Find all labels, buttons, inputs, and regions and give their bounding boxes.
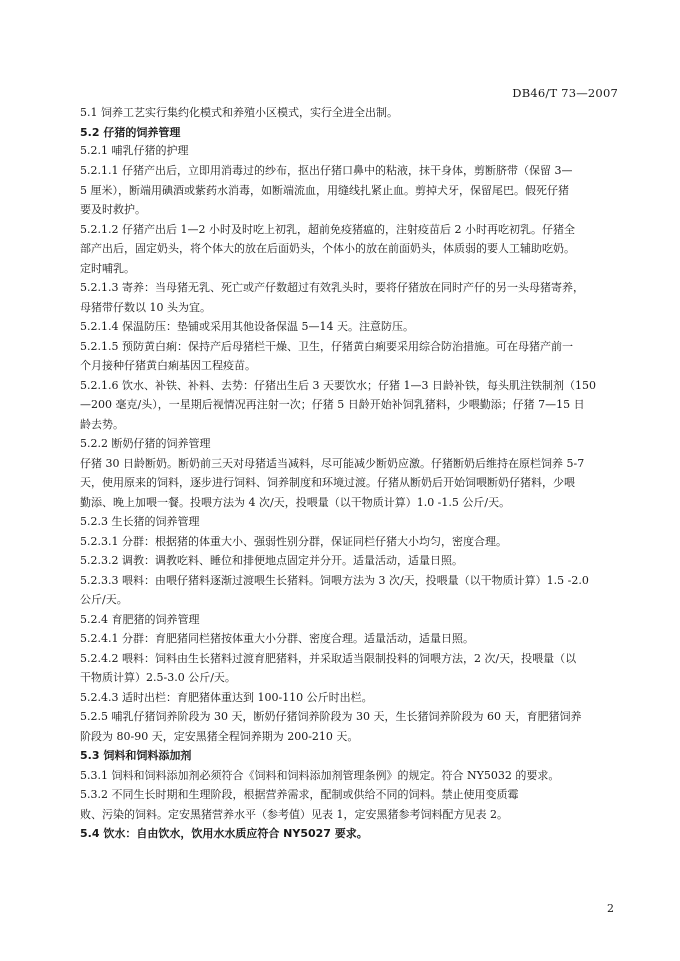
text-line: 5.2.4.3 适时出栏：育肥猪体重达到 100-110 公斤时出栏。	[80, 691, 373, 704]
text-line: 5.3.1 饲料和饲料添加剂必须符合《饲料和饲料添加剂管理条例》的规定。符合 NY5032 的要求。	[80, 769, 560, 782]
text-line: 5.2.3.1 分群：根据猪的体重大小、强弱性别分群，保证同栏仔猪大小均匀，密度合理。	[80, 535, 507, 548]
section-heading: 5.4 饮水：自由饮水，饮用水水质应符合 NY5027 要求。	[80, 827, 368, 840]
text-line: 5.2.1.6 饮水、补铁、补料、去势：仔猪出生后 3 天要饮水；仔猪 1—3 日龄补铁，每头肌注铁制剂（150	[80, 379, 596, 392]
text-line: 母猪带仔数以 10 头为宜。	[80, 301, 211, 314]
text-line: 仔猪 30 日龄断奶。断奶前三天对母猪适当减料，尽可能减少断奶应激。仔猪断奶后维持在原栏饲养 5-7	[80, 457, 585, 470]
text-line: 龄去势。	[80, 418, 124, 431]
text-line: 5.3.2 不同生长时期和生理阶段，根据营养需求，配制或供给不同的饲料。禁止使用变质霉	[80, 788, 519, 801]
text-line: 5.2.1.3 寄养：当母猪无乳、死亡或产仔数超过有效乳头时，要将仔猪放在同时产仔的另一头母猪寄养，	[80, 281, 584, 294]
text-line: 5.2.5 哺乳仔猪饲养阶段为 30 天，断奶仔猪饲养阶段为 30 天，生长猪饲养阶段为 60 天，育肥猪饲养	[80, 710, 582, 723]
section-heading: 5.2 仔猪的饲养管理	[80, 126, 181, 139]
text-line: 个月接种仔猪黄白痢基因工程疫苗。	[80, 359, 256, 372]
text-line: 5.2.1.1 仔猪产出后，立即用消毒过的纱布，抠出仔猪口鼻中的粘液，抹干身体，剪断脐带（保留 3—	[80, 164, 573, 177]
text-line: 5.2.1.4 保温防压：垫铺或采用其他设备保温 5—14 天。注意防压。	[80, 320, 414, 333]
subsection-heading: 5.2.4 育肥猪的饲养管理	[80, 613, 200, 626]
doc-number-header: DB46/T 73—2007	[512, 86, 618, 100]
text-line: 定时哺乳。	[80, 262, 135, 275]
text-line: 5.1 饲养工艺实行集约化模式和养殖小区模式，实行全进全出制。	[80, 106, 398, 119]
text-line: 天，使用原来的饲料，逐步进行饲料、饲养制度和环境过渡。仔猪从断奶后开始饲喂断奶仔猪料，少喂	[80, 476, 575, 489]
text-line: 勤添、晚上加喂一餐。投喂方法为 4 次/天，投喂量（以干物质计算）1.0 -1.5 公斤/天。	[80, 496, 511, 509]
subsection-heading: 5.2.2 断奶仔猪的饲养管理	[80, 437, 211, 450]
text-line: —200 毫克/头），一星期后视情况再注射一次；仔猪 5 日龄开始补饲乳猪料，少喂勤添；仔猪 7—15 日	[80, 398, 585, 411]
subsection-heading: 5.2.3 生长猪的饲养管理	[80, 515, 200, 528]
text-line: 要及时救护。	[80, 203, 146, 216]
text-line: 败、污染的饲料。定安黑猪营养水平（参考值）见表 1，定安黑猪参考饲料配方见表 2。	[80, 808, 508, 821]
text-line: 5 厘米），断端用碘酒或紫药水消毒，如断端流血，用缝线扎紧止血。剪掉犬牙，保留尾巴。假死仔猪	[80, 184, 569, 197]
text-line: 部产出后，固定奶头，将个体大的放在后面奶头，个体小的放在前面奶头，体质弱的要人工辅助吃奶。	[80, 242, 575, 255]
text-line: 5.2.4.1 分群：育肥猪同栏猪按体重大小分群、密度合理。适量活动，适量日照。	[80, 632, 474, 645]
text-line: 公斤/天。	[80, 593, 128, 606]
text-line: 5.2.3.2 调教：调教吃料、睡位和排便地点固定并分开。适量活动，适量日照。	[80, 554, 463, 567]
text-line: 5.2.1.5 预防黄白痢：保持产后母猪栏干燥、卫生，仔猪黄白痢要采用综合防治措施。可在母猪产前一	[80, 340, 573, 353]
text-line: 阶段为 80-90 天，定安黑猪全程饲养期为 200-210 天。	[80, 730, 359, 743]
text-line: 5.2.4.2 喂料：饲料由生长猪料过渡育肥猪料，并采取适当限制投料的饲喂方法，2 次/天，投喂量（以	[80, 652, 577, 665]
subsection-heading: 5.2.1 哺乳仔猪的护理	[80, 144, 189, 157]
section-heading: 5.3 饲料和饲料添加剂	[80, 749, 192, 762]
text-line: 5.2.1.2 仔猪产出后 1—2 小时及时吃上初乳，超前免疫猪瘟的，注射疫苗后 2 小时再吃初乳。仔猪全	[80, 223, 575, 236]
text-line: 5.2.3.3 喂料：由喂仔猪料逐渐过渡喂生长猪料。饲喂方法为 3 次/天，投喂量（以干物质计算）1.5 -2.0	[80, 574, 589, 587]
page-number: 2	[607, 902, 614, 915]
text-line: 干物质计算）2.5-3.0 公斤/天。	[80, 671, 236, 684]
